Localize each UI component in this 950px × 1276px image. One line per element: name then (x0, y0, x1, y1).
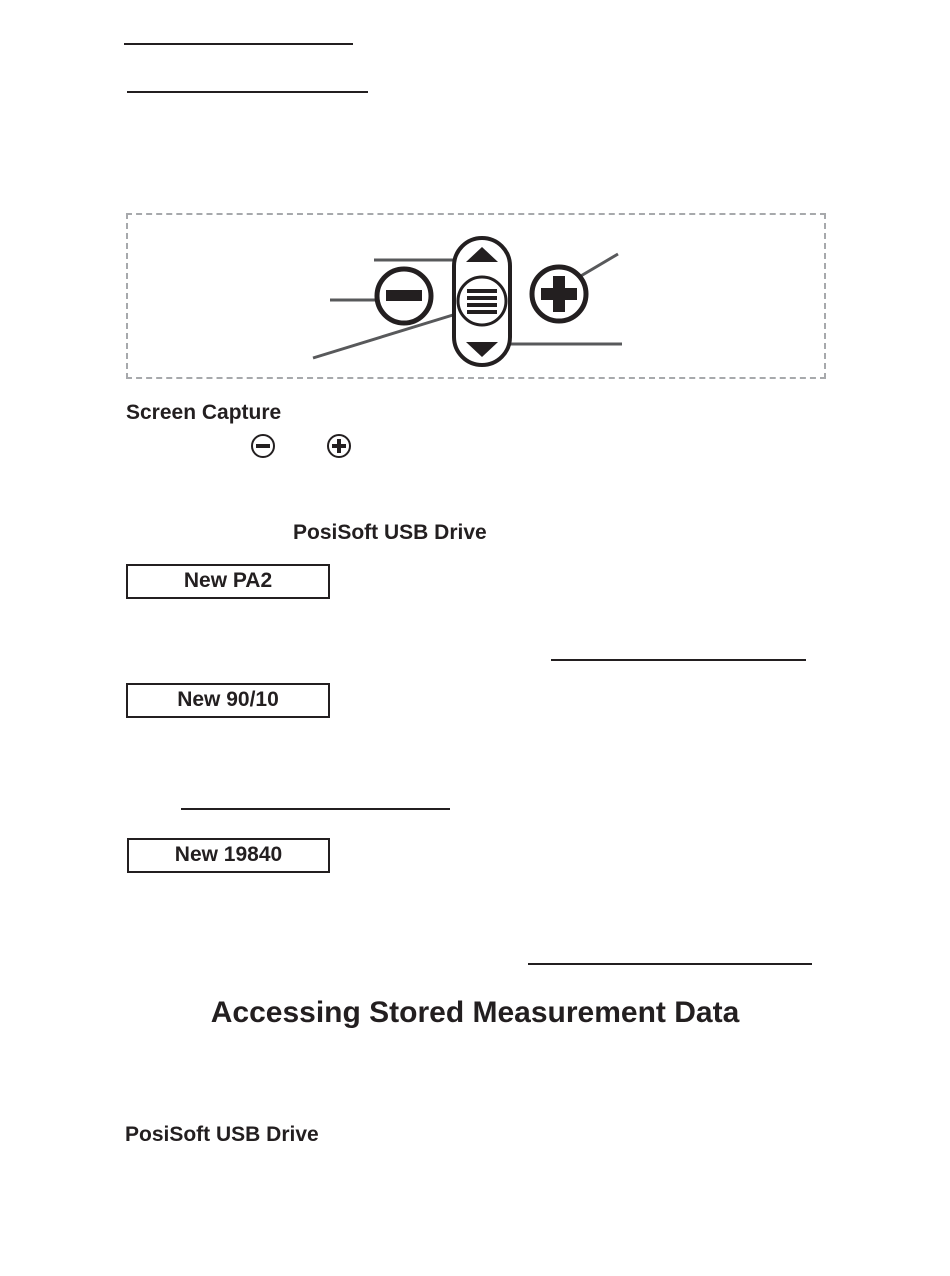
new-9010-label: New 90/10 (126, 683, 330, 718)
new-19840-label: New 19840 (127, 838, 330, 873)
menu-button-icon (458, 277, 506, 325)
usb-drive-label: PosiSoft USB Drive (293, 521, 487, 544)
minus-icon (250, 433, 276, 459)
screen-capture-heading: Screen Capture (126, 401, 282, 424)
minus-button-icon (377, 269, 431, 323)
plus-icon (326, 433, 352, 459)
new-pa2-label: New PA2 (126, 564, 330, 599)
section-subheading: PosiSoft USB Drive (125, 1123, 319, 1146)
link-underline-3[interactable] (551, 659, 806, 661)
link-underline-5[interactable] (528, 963, 812, 965)
link-underline-4[interactable] (181, 808, 450, 810)
keypad-diagram (0, 0, 950, 400)
section-title: Accessing Stored Measurement Data (210, 996, 740, 1029)
plus-button-icon (532, 267, 586, 321)
